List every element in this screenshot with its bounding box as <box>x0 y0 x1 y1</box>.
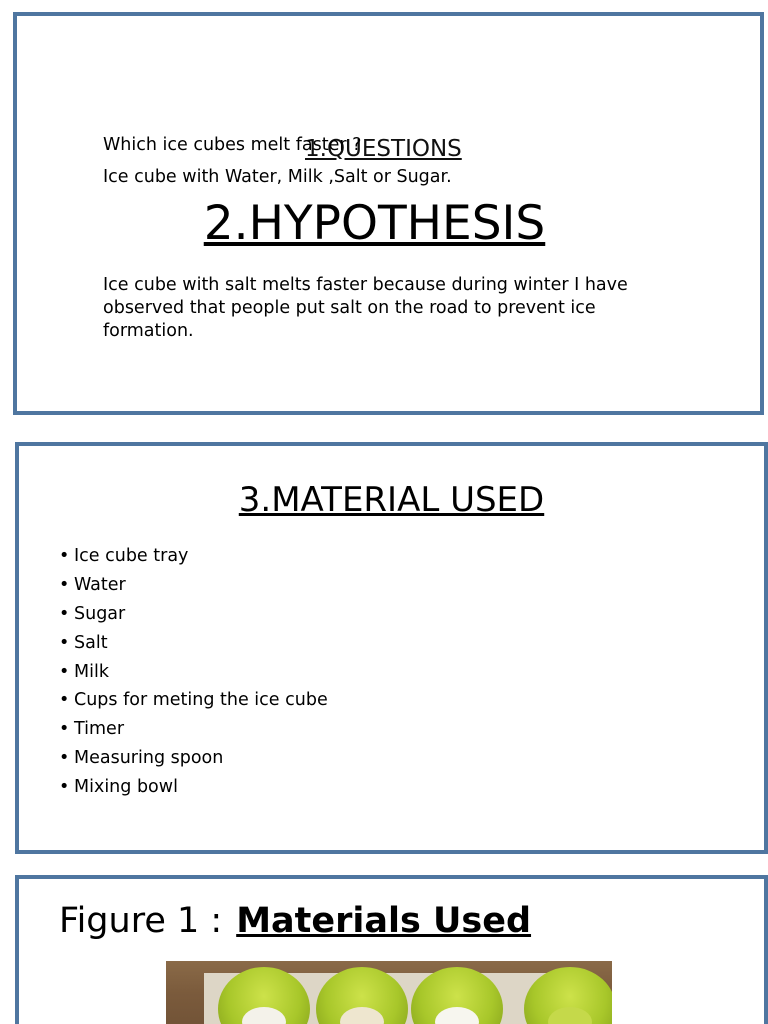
question-line-1: Which ice cubes melt faster ? <box>103 135 362 155</box>
list-item <box>59 600 328 629</box>
bullet: • <box>59 719 70 740</box>
bullet: • <box>59 603 70 624</box>
materials-heading: 3.MATERIAL USED <box>238 480 545 520</box>
bullet: • <box>59 661 70 682</box>
bowl-content <box>242 1007 286 1024</box>
list-item <box>59 715 328 744</box>
list-item-label: Mixing bowl <box>74 777 178 798</box>
list-item-label: Measuring spoon <box>74 748 224 769</box>
list-item <box>59 629 328 658</box>
figure-caption <box>59 901 531 941</box>
bullet: • <box>59 574 70 595</box>
list-item-label: Sugar <box>74 603 126 624</box>
list-item-label: Timer <box>74 719 125 740</box>
hypothesis-heading: 2.HYPOTHESIS <box>203 196 546 251</box>
slide-materials <box>15 442 768 854</box>
bullet: • <box>59 748 70 769</box>
list-item <box>59 744 328 773</box>
questions-heading: 1.QUESTIONS <box>305 136 462 162</box>
hypothesis-text: Ice cube with salt melts faster because during winter I have observed that people put salt on the road to prevent ice formation. <box>103 275 628 341</box>
bullet: • <box>59 632 70 653</box>
bowl-content <box>435 1007 479 1024</box>
list-item <box>59 542 328 571</box>
list-item-label: Ice cube tray <box>74 546 189 566</box>
list-item-label: Cups for meting the ice cube <box>74 690 328 711</box>
list-item-label: Salt <box>74 632 108 653</box>
slide-questions-hypothesis <box>13 12 764 415</box>
bullet: • <box>59 777 70 798</box>
list-item <box>59 773 328 802</box>
figure-title: Materials Used <box>236 901 532 941</box>
list-item-label: Water <box>74 574 126 595</box>
question-line-2: Ice cube with Water, Milk ,Salt or Sugar. <box>103 167 452 187</box>
bullet: • <box>59 690 70 711</box>
list-item <box>59 571 328 600</box>
materials-list <box>59 542 328 802</box>
list-item-label: Milk <box>74 661 109 682</box>
list-item <box>59 658 328 687</box>
figure-label: Figure 1 : <box>59 901 223 941</box>
bowl-content <box>340 1007 384 1024</box>
materials-photo <box>166 961 612 1024</box>
slide-figure <box>15 875 768 1024</box>
list-item <box>59 686 328 715</box>
bullet: • <box>59 546 70 566</box>
bowl-content <box>548 1007 592 1024</box>
